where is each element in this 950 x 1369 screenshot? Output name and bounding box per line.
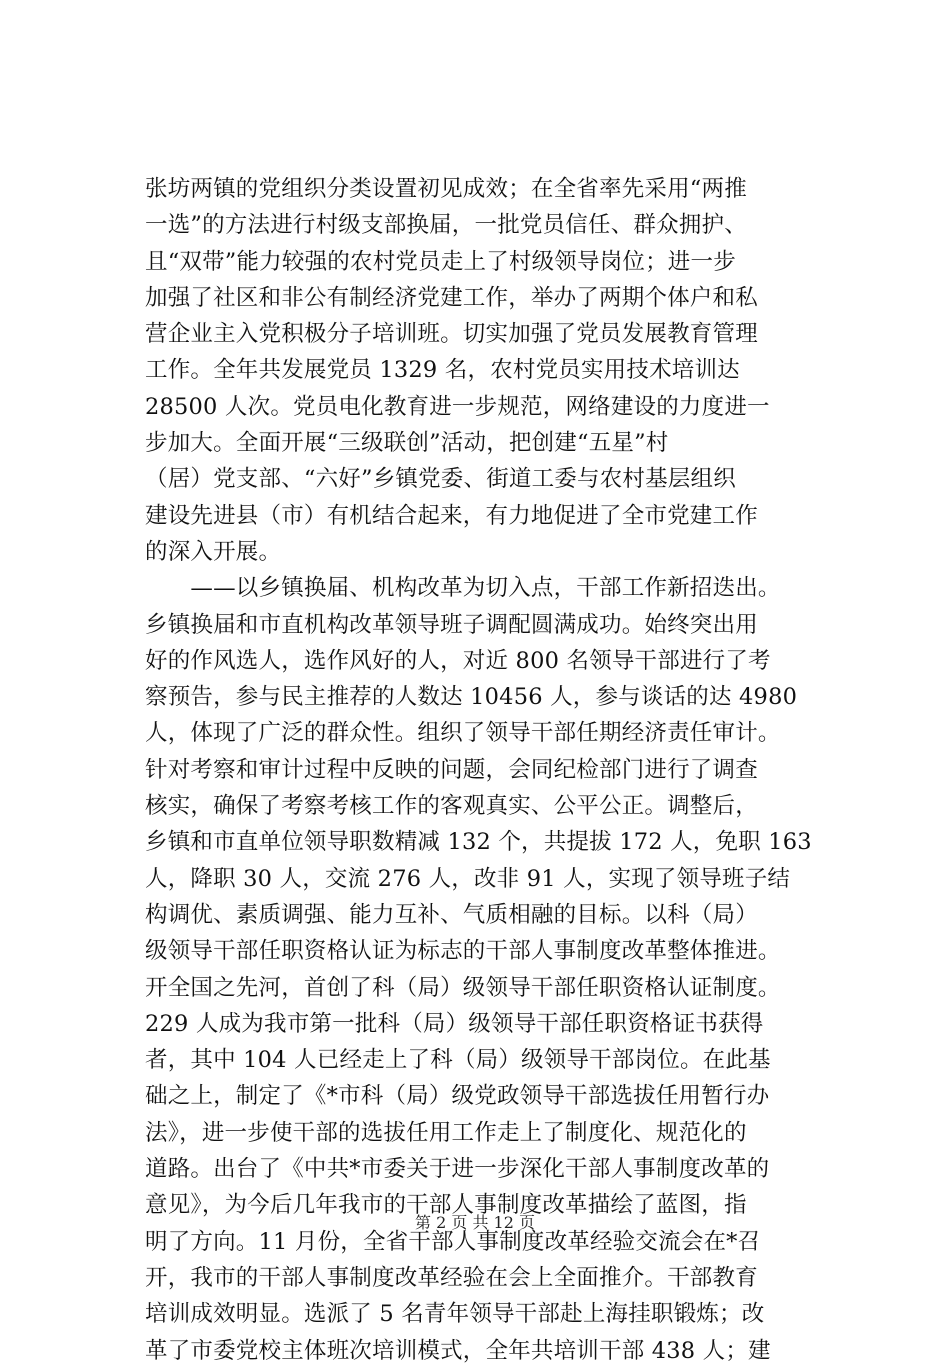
text-line: 28500 人次。党员电化教育进一步规范，网络建设的力度进一 bbox=[145, 393, 770, 420]
text-line: 革了市委党校主体班次培训模式，全年共培训干部 438 人；建 bbox=[145, 1337, 771, 1364]
text-line: ——以乡镇换届、机构改革为切入点，干部工作新招迭出。 bbox=[145, 575, 781, 602]
body-text bbox=[145, 171, 825, 1369]
text-line: 229 人成为我市第一批科（局）级领导干部任职资格证书获得 bbox=[145, 1010, 764, 1037]
text-line: 道路。出台了《中共*市委关于进一步深化干部人事制度改革的 bbox=[145, 1156, 770, 1183]
text-line: 础之上，制定了《*市科（局）级党政领导干部选拔任用暂行办 bbox=[145, 1083, 770, 1110]
text-line: 建设先进县（市）有机结合起来，有力地促进了全市党建工作 bbox=[145, 502, 758, 529]
text-line: 核实，确保了考察考核工作的客观真实、公平公正。调整后， bbox=[145, 793, 758, 820]
text-line: 的深入开展。 bbox=[145, 538, 282, 565]
text-line: 意见》，为今后几年我市的干部人事制度改革描绘了蓝图，指 bbox=[145, 1192, 747, 1219]
text-line: 工作。全年共发展党员 1329 名，农村党员实用技术培训达 bbox=[145, 357, 740, 384]
text-line: 培训成效明显。选派了 5 名青年领导干部赴上海挂职锻炼；改 bbox=[145, 1301, 765, 1328]
text-line: 级领导干部任职资格认证为标志的干部人事制度改革整体推进。 bbox=[145, 938, 781, 965]
text-line: 乡镇和市直单位领导职数精减 132 个，共提拔 172 人，免职 163 bbox=[145, 829, 812, 856]
text-line: 好的作风选人，选作风好的人，对近 800 名领导干部进行了考 bbox=[145, 647, 771, 674]
text-line: 且“双带”能力较强的农村党员走上了村级领导岗位；进一步 bbox=[145, 248, 736, 275]
text-line: 针对考察和审计过程中反映的问题，会同纪检部门进行了调查 bbox=[145, 756, 758, 783]
text-line: （居）党支部、“六好”乡镇党委、街道工委与农村基层组织 bbox=[145, 466, 736, 493]
text-line: 明了方向。11 月份，全省干部人事制度改革经验交流会在*召 bbox=[145, 1228, 761, 1255]
text-line: 加强了社区和非公有制经济党建工作，举办了两期个体户和私 bbox=[145, 284, 758, 311]
text-line: 开全国之先河，首创了科（局）级领导干部任职资格认证制度。 bbox=[145, 974, 781, 1001]
text-line: 乡镇换届和市直机构改革领导班子调配圆满成功。始终突出用 bbox=[145, 611, 758, 638]
text-line: 人，体现了广泛的群众性。组织了领导干部任期经济责任审计。 bbox=[145, 720, 781, 747]
text-line: 构调优、素质调强、能力互补、气质相融的目标。以科（局） bbox=[145, 901, 758, 928]
text-line: 开，我市的干部人事制度改革经验在会上全面推介。干部教育 bbox=[145, 1264, 758, 1291]
text-line: 张坊两镇的党组织分类设置初见成效；在全省率先采用“两推 bbox=[145, 176, 747, 202]
text-line: 者，其中 104 人已经走上了科（局）级领导干部岗位。在此基 bbox=[145, 1047, 771, 1074]
text-line: 一选”的方法进行村级支部换届，一批党员信任、群众拥护、 bbox=[145, 212, 747, 239]
text-line: 步加大。全面开展“三级联创”活动，把创建“五星”村 bbox=[145, 430, 669, 457]
text-line: 察预告，参与民主推荐的人数达 10456 人，参与谈话的达 4980 bbox=[145, 684, 798, 711]
page-footer: 第 2 页 共 12 页 bbox=[415, 1213, 535, 1232]
text-line: 营企业主入党积极分子培训班。切实加强了党员发展教育管理 bbox=[145, 321, 758, 348]
text-line: 法》，进一步使干部的选拔任用工作走上了制度化、规范化的 bbox=[145, 1119, 747, 1146]
text-line: 人，降职 30 人，交流 276 人，改非 91 人，实现了领导班子结 bbox=[145, 865, 791, 892]
